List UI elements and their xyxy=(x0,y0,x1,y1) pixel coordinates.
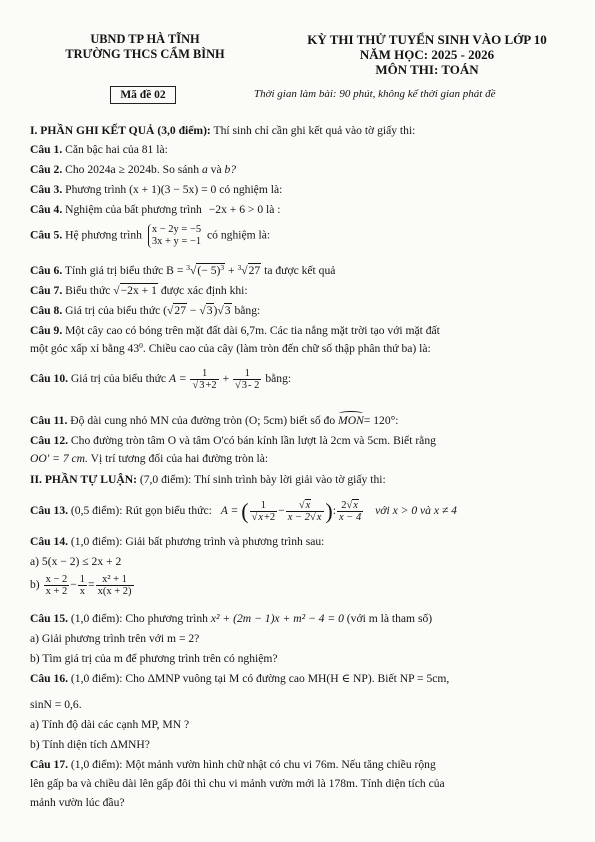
fraction xyxy=(78,574,87,597)
degree-sign: 0 xyxy=(139,341,143,350)
radicand: 3 xyxy=(224,304,231,317)
minus-sign: − xyxy=(189,304,197,317)
denominator: √x+2 xyxy=(251,512,276,523)
plus-sign: + xyxy=(228,264,235,277)
question-label: Câu 11. xyxy=(30,414,68,427)
fraction xyxy=(190,368,218,391)
exponent: 3 xyxy=(220,263,225,272)
distance-value: OO' = 7 cm. xyxy=(30,452,88,465)
exam-code-box: Mã đề 02 xyxy=(110,86,176,104)
exam-title: KỲ THI THỬ TUYỂN SINH VÀO LỚP 10 xyxy=(307,32,547,47)
radicand xyxy=(196,263,225,277)
denominator: √3+2 xyxy=(192,380,217,391)
part1-heading xyxy=(30,124,578,138)
question-text: Độ dài cung nhỏ MN của đường tròn (O; 5cm) biết số đo xyxy=(70,414,336,427)
question-16a: a) Tính độ dài các cạnh MP, MN ? xyxy=(30,718,190,731)
division-sign: : xyxy=(332,504,336,518)
question-1 xyxy=(30,143,578,157)
question-17 xyxy=(30,758,578,810)
denominator: x − 4 xyxy=(338,512,362,523)
exam-header xyxy=(262,32,592,77)
exam-duration: Thời gian làm bài: 90 phút, không kể thời gian phát đề xyxy=(254,88,496,100)
question-points: (1,0 điểm): xyxy=(70,612,123,625)
question-label: Câu 6. xyxy=(30,264,63,277)
denominator: x − 2√x xyxy=(287,512,322,523)
question-3 xyxy=(30,183,578,197)
part1-title: I. PHẦN GHI KẾT QUẢ xyxy=(30,124,155,137)
question-10 xyxy=(30,368,578,391)
question-label: Câu 7. xyxy=(30,284,63,297)
question-points: (1,0 điểm): xyxy=(70,758,123,771)
question-text-line3: mảnh vườn lúc đầu? xyxy=(30,796,125,809)
question-text: Một mảnh vườn hình chữ nhật có chu vi 76m. Nếu tăng chiều rộng xyxy=(125,758,436,771)
numerator: 1 xyxy=(233,368,261,380)
denominator-rest: +2 xyxy=(264,512,276,523)
question-label: Câu 16. xyxy=(30,672,69,685)
question-text-end: có nghiệm là: xyxy=(207,228,271,242)
equals-sign: = xyxy=(88,578,95,592)
question-label: Câu 5. xyxy=(30,228,63,242)
denominator-rest: - 2 xyxy=(248,380,260,391)
question-15a: a) Giải phương trình trên với m = 2? xyxy=(30,632,200,645)
subquestion-label: a) xyxy=(30,555,40,568)
radicand-base: (− 5) xyxy=(197,264,221,277)
question-text-end: là : xyxy=(266,203,281,216)
conjunction: và xyxy=(210,163,222,176)
equation-system xyxy=(148,224,201,248)
question-text: Giá trị của biểu thức ( xyxy=(65,304,168,317)
question-label: Câu 1. xyxy=(30,143,63,156)
variable-b: b? xyxy=(224,163,237,176)
question-text: Giá trị của biểu thức xyxy=(70,372,167,386)
part2-points: (7,0 điểm): xyxy=(139,473,192,486)
question-text: Giải bất phương trình và phương trình sau: xyxy=(125,535,325,548)
question-text-end: bằng: xyxy=(265,372,292,386)
question-9 xyxy=(30,324,578,356)
numerator: √x xyxy=(286,500,325,512)
question-14b xyxy=(30,574,578,597)
question-text-end: . Chiều cao của cây (làm tròn đến chữ số thập phân thứ ba) là: xyxy=(142,342,431,355)
part1-instruction: Thí sinh chỉ cần ghi kết quả vào tờ giấy thi: xyxy=(213,124,416,137)
radicand: −2x + 1 xyxy=(120,284,157,297)
radicand: 3 xyxy=(241,380,248,391)
part2-title: II. PHẦN TỰ LUẬN: xyxy=(30,473,137,486)
cube-root-index: 3 xyxy=(237,263,242,272)
question-label: Câu 15. xyxy=(30,612,69,625)
question-points: (0,5 điểm): xyxy=(70,504,123,518)
question-15b: b) Tìm giá trị của m để phương trình trên có nghiệm? xyxy=(30,652,278,665)
question-label: Câu 10. xyxy=(30,372,69,386)
denominator: x xyxy=(79,586,86,597)
expression-lhs: A = xyxy=(168,372,187,386)
open-paren: ( xyxy=(241,498,249,524)
question-text-end: bằng: xyxy=(234,304,261,317)
question-13 xyxy=(30,500,578,523)
equation: (x + 1)(3 − 5x) = 0 xyxy=(129,183,217,196)
numerator: 2√x xyxy=(337,500,363,512)
question-text-end: có nghiệm là: xyxy=(219,183,283,196)
fraction xyxy=(233,368,261,391)
part2-instruction: Thí sinh trình bày lời giải vào tờ giấy thi: xyxy=(194,473,386,486)
radicand: x xyxy=(305,500,311,511)
question-label: Câu 13. xyxy=(30,504,69,518)
question-points: (1,0 điểm): xyxy=(70,535,123,548)
question-16 xyxy=(30,672,578,686)
question-text: Nghiệm của bất phương trình xyxy=(65,203,202,216)
question-text: Rút gọn biểu thức: xyxy=(125,504,212,518)
question-2 xyxy=(30,163,578,177)
question-label: Câu 4. xyxy=(30,203,63,216)
school-header xyxy=(30,32,260,62)
question-label: Câu 8. xyxy=(30,304,63,317)
question-text: Căn bậc hai của 81 là: xyxy=(65,143,168,156)
question-text-end: = 120°: xyxy=(363,414,399,427)
question-15 xyxy=(30,612,578,626)
plus-sign: + xyxy=(222,372,230,386)
school-name: TRƯỜNG THCS CẨM BÌNH xyxy=(65,47,225,61)
denominator: √3- 2 xyxy=(235,380,260,391)
subject: MÔN THI: TOÁN xyxy=(375,62,479,77)
system-eq-2: 3x + y = −1 xyxy=(151,236,202,247)
radicand: 27 xyxy=(174,304,186,317)
numerator: 1 xyxy=(79,574,86,585)
question-6: Câu 6. Tính giá trị biểu thức $B = ^3√(- 5)^3 + ^3√27$ ta được kết quả xyxy=(30,263,336,277)
coefficient: 2 xyxy=(341,500,347,511)
question-text-end: ta được kết quả xyxy=(264,264,336,277)
question-label: Câu 9. xyxy=(30,324,63,337)
question-16b: b) Tính diện tích ΔMNH? xyxy=(30,738,150,751)
denominator: x(x + 2) xyxy=(97,586,132,597)
radicand: x xyxy=(353,500,358,511)
inequality: 5(x − 2) ≤ 2x + 2 xyxy=(41,555,122,568)
question-text-end: được xác định khi: xyxy=(160,284,248,297)
question-4 xyxy=(30,203,578,217)
question-7: Câu 7. Biểu thức √−2x + 1 được xác định khi: xyxy=(30,284,248,297)
numerator: x² + 1 xyxy=(96,574,134,586)
question-label: Câu 12. xyxy=(30,434,69,447)
question-label: Câu 14. xyxy=(30,535,69,548)
question-5 xyxy=(30,224,578,248)
question-text: Tính giá trị biểu thức B = xyxy=(64,264,184,277)
question-text: Phương trình xyxy=(65,183,127,196)
question-text: Một cây cao có bóng trên mặt đất dài 6,7m. Các tia nắng mặt trời tạo với mặt đất xyxy=(65,324,440,337)
minus-sign: − xyxy=(278,504,285,518)
question-text-line2: lên gấp ba và chiều dài lên gấp đôi thì chu vi mảnh vườn mới là 178m. Tính diện tích của xyxy=(30,777,445,790)
question-text: Cho đường tròn tâm O và tâm O'có bán kính lần lượt là 2cm và 5cm. Biết rằng xyxy=(70,434,436,447)
fraction xyxy=(286,500,325,523)
fraction xyxy=(250,500,278,523)
question-11 xyxy=(30,414,578,428)
question-label: Câu 2. xyxy=(30,163,63,176)
question-text: Cho ΔMNP vuông tại M có đường cao MH(H ∈ NP). Biết NP = 5cm, xyxy=(125,672,450,685)
question-text-end: Vị trí tương đối của hai đường tròn là: xyxy=(90,452,269,465)
radicand: x xyxy=(316,512,322,523)
denominator-pre: x − 2 xyxy=(287,512,310,523)
fraction xyxy=(44,574,70,597)
question-text: Biểu thức xyxy=(65,284,111,297)
denominator-rest: +2 xyxy=(205,380,217,391)
radicand: x xyxy=(258,512,263,523)
equation: x² + (2m − 1)x + m² − 4 = 0 xyxy=(210,612,344,625)
question-8: Câu 8. Giá trị của biểu thức (√27 − √3)√3 bằng: xyxy=(30,304,261,317)
close-paren: ) xyxy=(213,304,218,317)
numerator: 1 xyxy=(250,500,278,512)
question-text-end: (với m là tham số) xyxy=(346,612,433,625)
question-text: một góc xấp xỉ bằng 43 xyxy=(30,342,140,355)
radicand: 3 xyxy=(199,380,205,391)
question-12 xyxy=(30,434,578,466)
variable-a: a xyxy=(201,163,208,176)
arc-angle: MON xyxy=(338,414,364,427)
question-16-given: sinN = 0,6. xyxy=(30,698,82,711)
fraction xyxy=(96,574,134,597)
condition: với x > 0 và x ≠ 4 xyxy=(375,504,457,518)
question-text: Hệ phương trình xyxy=(65,228,142,242)
question-label: Câu 17. xyxy=(30,758,69,771)
question-text: Cho 2024a ≥ 2024b. So sánh xyxy=(65,163,200,176)
numerator: x − 2 xyxy=(45,574,68,585)
subquestion-label: b) xyxy=(30,578,40,592)
department-name: UBND TP HÀ TĨNH xyxy=(90,32,200,46)
close-paren: ) xyxy=(325,498,333,524)
numerator: 1 xyxy=(190,368,218,380)
question-text: Cho phương trình xyxy=(125,612,208,625)
radicand: 3 xyxy=(206,304,213,317)
school-year: NĂM HỌC: 2025 - 2026 xyxy=(359,47,495,62)
question-14 xyxy=(30,535,578,549)
radicand: 27 xyxy=(248,264,261,277)
question-label: Câu 3. xyxy=(30,183,63,196)
denominator: x + 2 xyxy=(45,586,68,597)
inequality: −2x + 6 > 0 xyxy=(208,203,264,216)
system-eq-1: x − 2y = −5 xyxy=(151,224,202,235)
part2-heading xyxy=(30,473,578,487)
question-points: (1,0 điểm): xyxy=(70,672,123,685)
question-14a xyxy=(30,555,578,569)
expression-lhs: A = xyxy=(220,504,239,518)
fraction xyxy=(337,500,363,523)
part1-points: (3,0 điểm): xyxy=(157,124,211,137)
minus-sign: − xyxy=(70,578,77,592)
cube-root-index: 3 xyxy=(186,263,191,272)
